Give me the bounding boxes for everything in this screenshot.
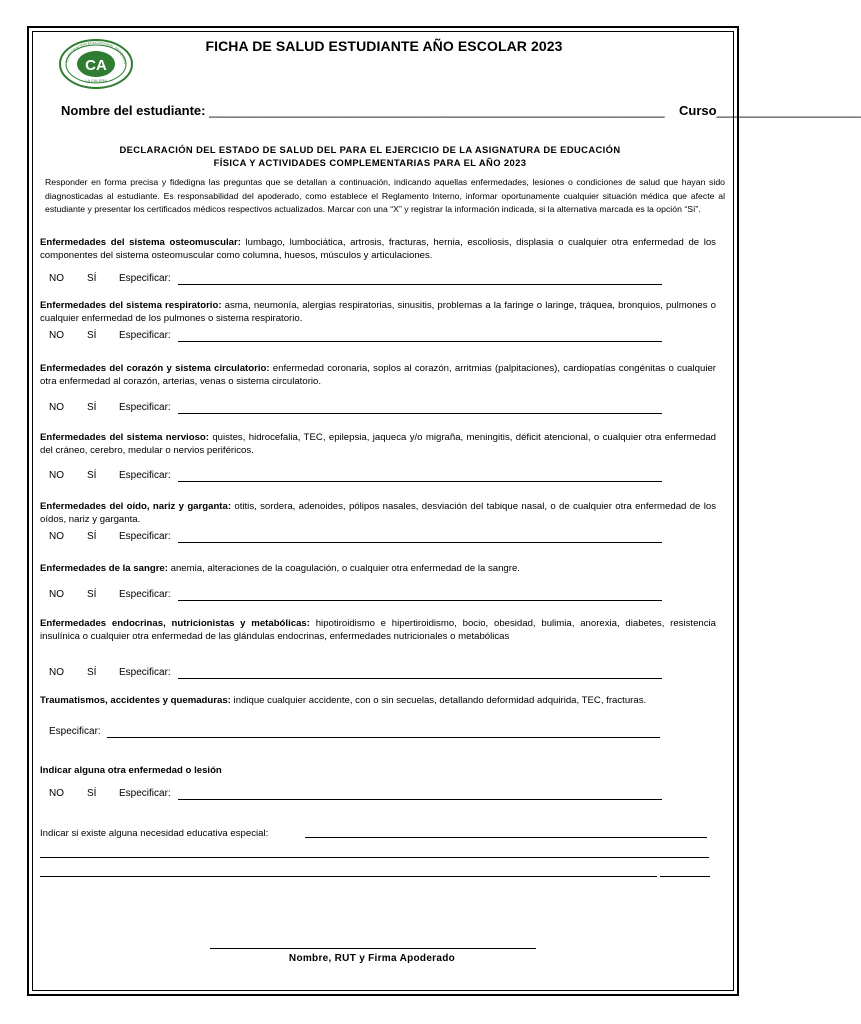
- option-no[interactable]: NO: [49, 330, 64, 341]
- option-no[interactable]: NO: [49, 531, 64, 542]
- special-needs-label: Indicar si existe alguna necesidad educativa especial:: [40, 828, 269, 839]
- section-endocrinas: [40, 617, 716, 644]
- course-field[interactable]: ____________________: [716, 103, 861, 118]
- course-label: Curso: [679, 103, 717, 118]
- section-title: Enfermedades del sistema osteomuscular:: [40, 237, 241, 248]
- specify-field[interactable]: [178, 600, 662, 601]
- option-no[interactable]: NO: [49, 667, 64, 678]
- special-needs-field[interactable]: [40, 828, 712, 880]
- specify-label: Especificar:: [49, 726, 101, 737]
- section-title: Enfermedades del corazón y sistema circulatorio:: [40, 363, 270, 374]
- section-circulatorio: [40, 362, 716, 389]
- declaration-line-2: FÍSICA Y ACTIVIDADES COMPLEMENTARIAS PARA EL AÑO 2023: [213, 156, 527, 168]
- student-name-label: Nombre del estudiante:: [61, 103, 206, 118]
- option-si[interactable]: SÍ: [87, 330, 97, 341]
- section-text: lumbago, lumbociática, artrosis, fracturas, hernia, escoliosis, displasia o cualquier otra enfermedad de los componentes del sistema osteomuscular como columna, huesos, músculos y articulaciones.: [40, 237, 716, 262]
- section-traumatismos: [40, 694, 716, 707]
- form-title: FICHA DE SALUD ESTUDIANTE AÑO ESCOLAR 2023: [205, 38, 563, 54]
- option-si[interactable]: SÍ: [87, 273, 97, 284]
- section-title: Enfermedades de la sangre:: [40, 563, 168, 574]
- option-no[interactable]: NO: [49, 788, 64, 799]
- specify-field[interactable]: [178, 481, 662, 482]
- section-text: indique cualquier accidente, con o sin secuelas, detallando deformidad adquirida, TEC, fracturas.: [230, 695, 647, 706]
- section-text: quistes, hidrocefalia, TEC, epilepsia, jaqueca y/o migraña, meningitis, déficit atencional, o cualquier otra enfermedad del cráneo, cerebro, medular o nervios periféricos.: [40, 432, 716, 457]
- specify-label: Especificar:: [119, 273, 171, 284]
- answer-row-respiratorio: [0, 330, 768, 344]
- option-no[interactable]: NO: [49, 273, 64, 284]
- signature-label: Nombre, RUT y Firma Apoderado: [288, 953, 456, 964]
- specify-label: Especificar:: [119, 531, 171, 542]
- option-si[interactable]: SÍ: [87, 589, 97, 600]
- specify-label: Especificar:: [119, 589, 171, 600]
- answer-row-traumatismos: [0, 726, 768, 740]
- specify-field[interactable]: [178, 678, 662, 679]
- specify-field[interactable]: [107, 737, 660, 738]
- signature-field[interactable]: [210, 948, 536, 949]
- option-si[interactable]: SÍ: [87, 667, 97, 678]
- specify-label: Especificar:: [119, 470, 171, 481]
- section-respiratorio: [40, 299, 716, 326]
- option-si[interactable]: SÍ: [87, 788, 97, 799]
- section-oido-nariz-garganta: [40, 500, 716, 527]
- student-info-row: [61, 103, 861, 118]
- specify-label: Especificar:: [119, 402, 171, 413]
- section-osteomuscular: [40, 236, 716, 263]
- section-text: otitis, sordera, adenoides, pólipos nasales, desviación del tabique nasal, o de cualquier otra enfermedad de los oídos, nariz y garganta.: [40, 501, 716, 526]
- section-text: enfermedad coronaria, soplos al corazón, arritmias (palpitaciones), cardiopatías congénitas o cualquier otra enfermedad al corazón, arterias, venas o sistema circulatorio.: [40, 363, 716, 388]
- logo-initials: CA: [85, 57, 107, 74]
- section-title: Enfermedades del sistema nervioso:: [40, 432, 209, 443]
- section-text: hipotiroidismo e hipertiroidismo, bocio, obesidad, bulimia, anorexia, diabetes, resistencia insulínica o cualquier otra enfermedad de las glándulas endocrinas, enfermedades nutricionales o metabólicas: [40, 618, 717, 643]
- specify-field[interactable]: [178, 341, 662, 342]
- option-no[interactable]: NO: [49, 402, 64, 413]
- logo-bottom-text: LA CALERA: [85, 78, 107, 83]
- section-title: Enfermedades endocrinas, nutricionistas y metabólicas:: [40, 618, 310, 629]
- student-name-field[interactable]: _______________________________________________________________: [209, 103, 665, 118]
- option-si[interactable]: SÍ: [87, 402, 97, 413]
- section-nervioso: [40, 431, 716, 458]
- answer-row-endocrinas: [0, 667, 768, 681]
- answer-row-oido-nariz-garganta: [0, 531, 768, 545]
- option-si[interactable]: SÍ: [87, 470, 97, 481]
- declaration-line-1: DECLARACIÓN DEL ESTADO DE SALUD DEL PARA EL EJERCICIO DE LA ASIGNATURA DE EDUCACIÓN: [119, 144, 621, 155]
- option-no[interactable]: NO: [49, 470, 64, 481]
- section-otra-enfermedad: [40, 764, 716, 777]
- option-si[interactable]: SÍ: [87, 531, 97, 542]
- section-text: asma, neumonía, alergias respiratorias, sinusitis, problemas a la faringe o laringe, tráquea, bronquios, pulmones o cualquier enfermedad de los pulmones o sistema respiratorio.: [40, 300, 717, 325]
- section-text: anemia, alteraciones de la coagulación, o cualquier otra enfermedad de la sangre.: [167, 563, 520, 574]
- specify-label: Especificar:: [119, 330, 171, 341]
- specify-field[interactable]: [178, 542, 662, 543]
- option-no[interactable]: NO: [49, 589, 64, 600]
- logo-ring-text: CORPORACIÓN EDUCACIONAL APOQUIND: [65, 40, 128, 65]
- section-title: Traumatismos, accidentes y quemaduras:: [40, 695, 231, 706]
- section-title: Enfermedades del sistema respiratorio:: [40, 300, 222, 311]
- answer-row-sangre: [0, 589, 768, 603]
- answer-row-circulatorio: [0, 402, 768, 416]
- specify-field[interactable]: [178, 413, 662, 414]
- declaration-heading: [40, 144, 700, 169]
- specify-field[interactable]: [178, 284, 662, 285]
- section-title: Enfermedades del oído, nariz y garganta:: [40, 501, 232, 512]
- instructions-paragraph: Responder en forma precisa y fidedigna las preguntas que se detallan a continuación, indicando aquellas enfermedades, lesiones o condiciones de salud que hayan sido diagnosticadas al estudiante. Es responsabilidad del apoderado, como establece el Reglamento Interno, informar oportunamente cualquier situación médica que afecte al estudiante y presentar los certificados médicos respectivos actualizados. Marcar con una “X” y registrar la información indicada, si la alternativa marcada es la opción “Sí”.: [45, 177, 725, 214]
- answer-row-osteomuscular: [0, 273, 768, 287]
- section-sangre: [40, 562, 716, 575]
- section-title: Indicar alguna otra enfermedad o lesión: [40, 765, 222, 776]
- specify-label: Especificar:: [119, 788, 171, 799]
- specify-label: Especificar:: [119, 667, 171, 678]
- specify-field[interactable]: [178, 799, 662, 800]
- answer-row-nervioso: [0, 470, 768, 484]
- answer-row-otra-enfermedad: [0, 788, 768, 802]
